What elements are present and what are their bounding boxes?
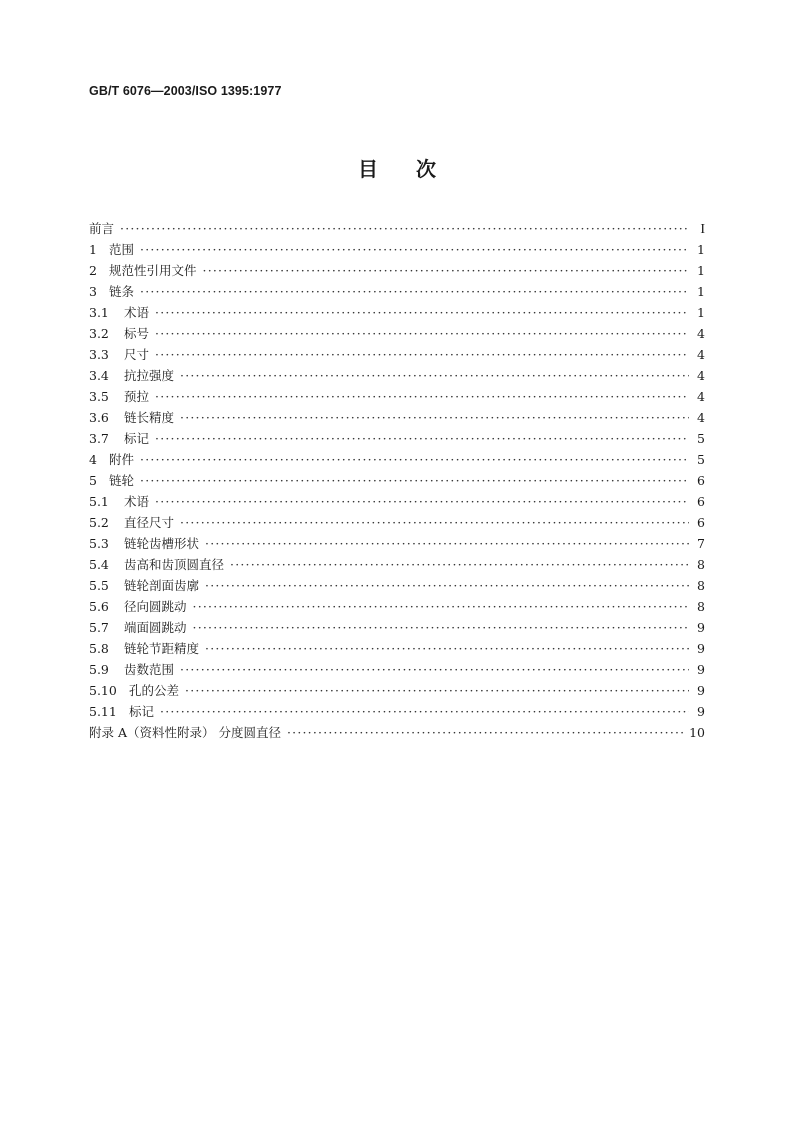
toc-entry-page: 5	[697, 431, 705, 446]
toc-entry-number: 5.9	[89, 662, 109, 677]
toc-entry[interactable]	[89, 575, 705, 596]
toc-entry-number: 1	[89, 242, 97, 257]
toc-entry-page: 8	[697, 578, 705, 593]
toc-leader-dots	[120, 218, 689, 239]
toc-leader-dots	[203, 260, 689, 281]
toc-entry-number: 5.2	[89, 515, 109, 530]
toc-entry-number: 5	[89, 473, 97, 488]
toc-entry-number: 3.5	[89, 389, 109, 404]
toc-leader-dots	[140, 449, 689, 470]
toc-entry-page: I	[700, 222, 705, 237]
toc-entry-page: 8	[697, 599, 705, 614]
toc-entry-number: 5.10	[89, 683, 117, 698]
toc-entry-page: 10	[689, 725, 705, 740]
standard-code: GB/T 6076—2003/ISO 1395:1977	[89, 84, 282, 98]
toc-entry-number: 3.4	[89, 368, 109, 383]
toc-entry[interactable]	[89, 302, 705, 323]
toc-entry-label: 附录 A（资料性附录） 分度圆直径	[89, 725, 281, 740]
toc-leader-dots	[155, 344, 689, 365]
toc-leader-dots	[180, 659, 689, 680]
toc-entry-page: 9	[697, 641, 705, 656]
toc-entry-number: 4	[89, 452, 97, 467]
toc-leader-dots	[193, 617, 689, 638]
toc-entry-page: 4	[697, 326, 705, 341]
toc-leader-dots	[140, 470, 689, 491]
toc-entry-page: 4	[697, 347, 705, 362]
toc-entry[interactable]	[89, 365, 705, 386]
toc-entry[interactable]	[89, 617, 705, 638]
toc-entry[interactable]	[89, 554, 705, 575]
toc-entry-label: 标记	[124, 431, 150, 446]
toc-entry-label: 附件	[109, 452, 135, 467]
toc-leader-dots	[140, 281, 689, 302]
toc-entry[interactable]	[89, 323, 705, 344]
toc-entry-page: 8	[697, 557, 705, 572]
toc-entry-label: 尺寸	[124, 347, 150, 362]
toc-entry-label: 齿高和齿顶圆直径	[124, 557, 225, 572]
toc-entry-label: 规范性引用文件	[109, 263, 197, 278]
toc-entry-page: 4	[697, 368, 705, 383]
toc-leader-dots	[230, 554, 689, 575]
toc-entry-number: 5.6	[89, 599, 109, 614]
toc-entry-label: 前言	[89, 221, 115, 236]
toc-entry-label: 预拉	[124, 389, 150, 404]
toc-entry-label: 链轮齿槽形状	[124, 536, 200, 551]
toc-entry[interactable]	[89, 659, 705, 680]
toc-entry-number: 5.3	[89, 536, 109, 551]
toc-leader-dots	[180, 365, 689, 386]
toc-entry-label: 术语	[124, 494, 150, 509]
toc-entry-label: 链轮	[109, 473, 135, 488]
toc-leader-dots	[140, 239, 689, 260]
page-title	[0, 153, 794, 182]
toc-entry[interactable]	[89, 722, 705, 743]
toc-entry-label: 链轮剖面齿廓	[124, 578, 200, 593]
toc-entry-page: 1	[697, 242, 705, 257]
toc-entry-number: 5.4	[89, 557, 109, 572]
toc-entry-label: 链长精度	[124, 410, 175, 425]
title-char-2: 次	[416, 157, 436, 181]
toc-entry-page: 6	[697, 494, 705, 509]
toc-entry[interactable]	[89, 701, 705, 722]
toc-entry[interactable]	[89, 680, 705, 701]
toc-entry-page: 9	[697, 620, 705, 635]
toc-entry[interactable]	[89, 512, 705, 533]
toc-entry-number: 3.1	[89, 305, 109, 320]
toc-entry[interactable]	[89, 449, 705, 470]
toc-entry[interactable]	[89, 596, 705, 617]
toc-entry[interactable]	[89, 533, 705, 554]
toc-entry[interactable]	[89, 407, 705, 428]
toc-entry-label: 径向圆跳动	[124, 599, 187, 614]
toc-entry-label: 术语	[124, 305, 150, 320]
toc-entry-page: 9	[697, 683, 705, 698]
toc-entry[interactable]	[89, 470, 705, 491]
toc-entry-label: 范围	[109, 242, 135, 257]
table-of-contents	[89, 218, 705, 743]
toc-entry-page: 1	[697, 305, 705, 320]
toc-entry-page: 6	[697, 473, 705, 488]
toc-entry-number: 3.2	[89, 326, 109, 341]
toc-leader-dots	[155, 428, 689, 449]
toc-entry[interactable]	[89, 239, 705, 260]
toc-entry-label: 链轮节距精度	[124, 641, 200, 656]
toc-entry-label: 孔的公差	[129, 683, 180, 698]
toc-leader-dots	[180, 512, 689, 533]
toc-leader-dots	[160, 701, 689, 722]
toc-entry[interactable]	[89, 428, 705, 449]
toc-entry-page: 9	[697, 704, 705, 719]
toc-entry[interactable]	[89, 260, 705, 281]
toc-entry-label: 抗拉强度	[124, 368, 175, 383]
toc-entry-number: 3	[89, 284, 97, 299]
toc-entry[interactable]	[89, 491, 705, 512]
toc-entry-label: 标号	[124, 326, 150, 341]
toc-leader-dots	[185, 680, 689, 701]
toc-leader-dots	[155, 386, 689, 407]
toc-entry-number: 3.6	[89, 410, 109, 425]
toc-entry-page: 7	[697, 536, 705, 551]
toc-leader-dots	[155, 491, 689, 512]
toc-entry-label: 齿数范围	[124, 662, 175, 677]
toc-leader-dots	[155, 323, 689, 344]
toc-entry-number: 5.11	[89, 704, 117, 719]
toc-leader-dots	[193, 596, 689, 617]
toc-leader-dots	[180, 407, 689, 428]
toc-leader-dots	[205, 533, 689, 554]
toc-entry-page: 4	[697, 410, 705, 425]
title-char-1: 目	[358, 157, 378, 181]
toc-entry-page: 1	[697, 284, 705, 299]
toc-entry-number: 2	[89, 263, 97, 278]
toc-leader-dots	[205, 575, 689, 596]
toc-entry-label: 直径尺寸	[124, 515, 175, 530]
toc-entry-number: 3.7	[89, 431, 109, 446]
toc-entry-number: 5.1	[89, 494, 109, 509]
toc-entry-number: 5.8	[89, 641, 109, 656]
toc-entry-label: 标记	[129, 704, 155, 719]
toc-entry-number: 3.3	[89, 347, 109, 362]
toc-entry-label: 端面圆跳动	[124, 620, 187, 635]
toc-entry-page: 5	[697, 452, 705, 467]
toc-entry[interactable]	[89, 281, 705, 302]
toc-leader-dots	[205, 638, 689, 659]
toc-entry-number: 5.5	[89, 578, 109, 593]
toc-entry-page: 6	[697, 515, 705, 530]
toc-entry-label: 链条	[109, 284, 135, 299]
toc-entry-page: 1	[697, 263, 705, 278]
toc-entry-page: 9	[697, 662, 705, 677]
toc-entry[interactable]	[89, 344, 705, 365]
toc-entry[interactable]	[89, 386, 705, 407]
toc-entry-page: 4	[697, 389, 705, 404]
toc-leader-dots	[287, 722, 683, 743]
toc-entry[interactable]	[89, 638, 705, 659]
toc-leader-dots	[155, 302, 689, 323]
toc-entry-number: 5.7	[89, 620, 109, 635]
toc-entry[interactable]	[89, 218, 705, 239]
